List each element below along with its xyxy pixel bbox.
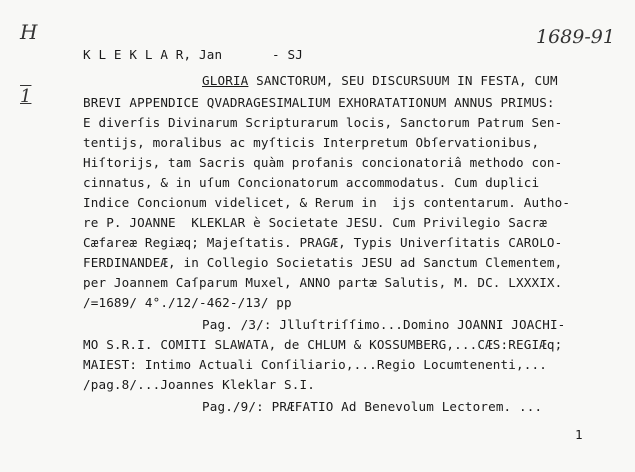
order-label: - SJ	[272, 47, 303, 62]
handwritten-left-mark-2: 1	[20, 86, 32, 107]
note-line-3: MAIEST: Intimo Actuali Conſiliario,...Regio Locumtenenti,...	[83, 357, 547, 372]
preface-line: Pag./9/: PRÆFATIO Ad Benevolum Lectorem. ...	[202, 399, 543, 414]
body-line-5: Hiſtorijs, tam Sacris quàm profanis concionatoriâ methodo con-	[83, 155, 563, 170]
handwritten-date: 1689-91	[536, 26, 615, 48]
title-first-word: GLORIA	[202, 73, 249, 88]
handwritten-left-mark: H	[20, 20, 38, 44]
body-line-3: E diverſis Divinarum Scripturarum locis, Sanctorum Patrum Sen-	[83, 115, 563, 130]
note-line-2: MO S.R.I. COMITI SLAWATA, de CHLUM & KOSSUMBERG,...CÆS:REGIÆq;	[83, 337, 563, 352]
body-line-6: cinnatus, & in uſum Concionatorum accommodatus. Cum duplici	[83, 175, 540, 190]
body-line-9: Cæfareæ Regiæq; Majeſtatis. PRAGÆ, Typis Univerſitatis CAROLO-	[83, 235, 563, 250]
page-number: 1	[575, 427, 583, 442]
title-line-1-rest: SANCTORUM, SEU DISCURSUUM IN FESTA, CUM	[248, 73, 558, 88]
body-line-4: tentijs, moralibus ac myſticis Interpretum Obſervationibus,	[83, 135, 540, 150]
body-line-11: per Joannem Caſparum Muxel, ANNO partæ Salutis, M. DC. LXXXIX.	[83, 275, 563, 290]
note-line-1: Pag. /3/: Jlluſtriſſimo...Domino JOANNI JOACHI-	[202, 317, 566, 332]
note-line-4: /pag.8/...Joannes Kleklar S.I.	[83, 377, 315, 392]
body-line-8: re P. JOANNE KLEKLAR è Societate JESU. Cum Privilegio Sacræ	[83, 215, 547, 230]
author-heading: K L E K L A R, Jan	[83, 47, 223, 62]
body-line-2: BREVI APPENDICE QVADRAGESIMALIUM EXHORATATIONUM ANNUS PRIMUS:	[83, 95, 555, 110]
title-line-1	[202, 73, 558, 89]
body-line-10: FERDINANDEÆ, in Collegio Societatis JESU ad Sanctum Clementem,	[83, 255, 563, 270]
body-line-7: Indice Concionum videlicet, & Rerum in ijs contentarum. Autho-	[83, 195, 571, 210]
body-line-12: /=1689/ 4°./12/-462-/13/ pp	[83, 295, 292, 310]
